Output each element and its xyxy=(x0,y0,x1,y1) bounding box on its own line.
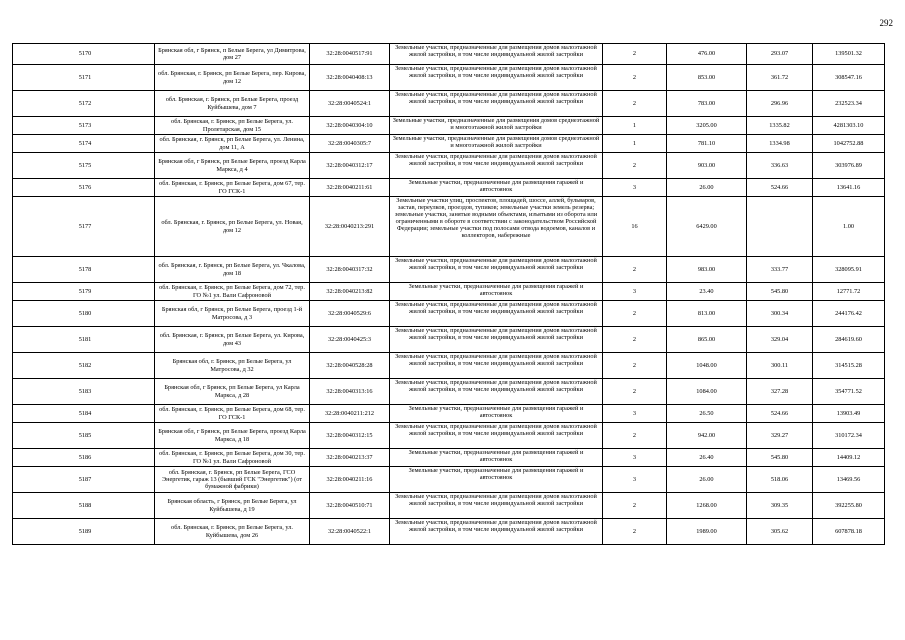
cadastral-number: 32:28:0040528:28 xyxy=(310,353,390,379)
use-group: 2 xyxy=(603,423,667,449)
address-cell: Брянская обл, г Брянск, рп Белые Берега, проезд Карла Маркса, д 4 xyxy=(155,153,310,179)
row-number: 5171 xyxy=(13,65,155,91)
row-number: 5183 xyxy=(13,379,155,405)
address-cell: обл. Брянская, г. Брянск, рп Белые Берега, дом 68, тер. ГО ГСК-1 xyxy=(155,405,310,423)
cadastral-value: 1042752.88 xyxy=(813,135,885,153)
area-value: 23.40 xyxy=(667,283,747,301)
cadastral-number: 32:28:0040213:291 xyxy=(310,197,390,257)
area-value: 476.00 xyxy=(667,44,747,65)
land-use-purpose: Земельные участки, предназначенные для размещения домов малоэтажной жилой застройки, в том числе индивидуальной жилой застройки xyxy=(390,91,603,117)
row-number: 5185 xyxy=(13,423,155,449)
row-number: 5180 xyxy=(13,301,155,327)
row-number: 5187 xyxy=(13,467,155,493)
land-use-purpose: Земельные участки, предназначенные для размещения домов малоэтажной жилой застройки, в том числе индивидуальной жилой застройки xyxy=(390,301,603,327)
address-cell: обл. Брянская, г. Брянск, рп Белые Берега, ул. Пролетарская, дом 15 xyxy=(155,117,310,135)
area-value: 942.00 xyxy=(667,423,747,449)
area-value: 983.00 xyxy=(667,257,747,283)
cadastral-value: 13641.16 xyxy=(813,179,885,197)
area-value: 6429.00 xyxy=(667,197,747,257)
table-row xyxy=(13,423,885,449)
land-use-purpose: Земельные участки, предназначенные для размещения гаражей и автостоянок xyxy=(390,179,603,197)
cadastral-value: 392255.80 xyxy=(813,493,885,519)
use-group: 2 xyxy=(603,493,667,519)
specific-value: 333.77 xyxy=(747,257,813,283)
area-value: 903.00 xyxy=(667,153,747,179)
table-row xyxy=(13,197,885,257)
address-cell: Брянская область, г Брянск, рп Белые Берега, ул Куйбышева, д 19 xyxy=(155,493,310,519)
row-number: 5181 xyxy=(13,327,155,353)
use-group: 2 xyxy=(603,327,667,353)
cadastral-number: 32:28:0040312:15 xyxy=(310,423,390,449)
table-row xyxy=(13,405,885,423)
address-cell: Брянская обл, г Брянск, рп Белые Берега, проезд 1-й Матросова, д 3 xyxy=(155,301,310,327)
table-row xyxy=(13,449,885,467)
specific-value: 300.34 xyxy=(747,301,813,327)
cadastral-value: 14409.12 xyxy=(813,449,885,467)
address-cell: обл. Брянская, г. Брянск, рп Белые Берега, ул. Новая, дом 12 xyxy=(155,197,310,257)
row-number: 5175 xyxy=(13,153,155,179)
area-value: 853.00 xyxy=(667,65,747,91)
cadastral-number: 32:28:0040529:6 xyxy=(310,301,390,327)
table-row xyxy=(13,353,885,379)
specific-value: 329.04 xyxy=(747,327,813,353)
use-group: 3 xyxy=(603,283,667,301)
address-cell: Брянская обл, г Брянск, п Белые Берега, ул Димитрова, дом 27 xyxy=(155,44,310,65)
area-value: 26.50 xyxy=(667,405,747,423)
cadastral-number: 32:28:0040305:7 xyxy=(310,135,390,153)
table-row xyxy=(13,135,885,153)
use-group: 2 xyxy=(603,91,667,117)
land-use-purpose: Земельные участки, предназначенные для размещения домов малоэтажной жилой застройки, в том числе индивидуальной жилой застройки xyxy=(390,519,603,545)
cadastral-number: 32:28:0040408:13 xyxy=(310,65,390,91)
cadastral-value: 12771.72 xyxy=(813,283,885,301)
land-use-purpose: Земельные участки улиц, проспектов, площадей, шоссе, аллей, бульваров, застав, переулков, проездов, тупиков; земельные участки земель резерва; земельные участки, занятые водными объектами, изъятыми из оборота или ограниченными в обороте в соответствии с законодательством Российской Федерации; земельные участки под полосами отвода водоемов, каналов и коллекторов, набережные xyxy=(390,197,603,257)
address-cell: обл. Брянская, г. Брянск, рп Белые Берега, проезд Куйбышева, дом 7 xyxy=(155,91,310,117)
table-row xyxy=(13,327,885,353)
row-number: 5186 xyxy=(13,449,155,467)
address-cell: обл. Брянская, г. Брянск, рп Белые Берега, дом 30, тер. ГО №1 ул. Вали Сафроновой xyxy=(155,449,310,467)
address-cell: обл. Брянская, г. Брянск, рп Белые Берега, дом 67, тер. ГО ГСК-1 xyxy=(155,179,310,197)
table-row xyxy=(13,117,885,135)
area-value: 26.40 xyxy=(667,449,747,467)
cadastral-number: 32:28:0040510:71 xyxy=(310,493,390,519)
address-cell: обл. Брянская, г. Брянск, рп Белые Берега, ул. Ленина, дом 11, А xyxy=(155,135,310,153)
land-use-purpose: Земельные участки, предназначенные для размещения домов среднеэтажной и многоэтажной жилой застройки xyxy=(390,135,603,153)
use-group: 16 xyxy=(603,197,667,257)
use-group: 3 xyxy=(603,467,667,493)
specific-value: 327.28 xyxy=(747,379,813,405)
table-row xyxy=(13,153,885,179)
register-table xyxy=(12,43,885,545)
land-use-purpose: Земельные участки, предназначенные для размещения гаражей и автостоянок xyxy=(390,467,603,493)
row-number: 5174 xyxy=(13,135,155,153)
address-cell: Брянская обл, г Брянск, рп Белые Берега, ул Карла Маркса, д 28 xyxy=(155,379,310,405)
cadastral-number: 32:28:0040517:91 xyxy=(310,44,390,65)
cadastral-value: 244176.42 xyxy=(813,301,885,327)
land-use-purpose: Земельные участки, предназначенные для размещения домов среднеэтажной и многоэтажной жилой застройки xyxy=(390,117,603,135)
specific-value: 329.27 xyxy=(747,423,813,449)
specific-value: 361.72 xyxy=(747,65,813,91)
address-cell: обл. Брянская, г. Брянск, рп Белые Берега, ул. Куйбышева, дом 26 xyxy=(155,519,310,545)
address-cell: обл. Брянская, г. Брянск, рп Белые Берега, ГСО Энергетик, гараж 13 (бывший ГСК "Энергетик") (от бумажной фабрики) xyxy=(155,467,310,493)
specific-value: 305.62 xyxy=(747,519,813,545)
row-number: 5189 xyxy=(13,519,155,545)
register-body xyxy=(13,44,885,545)
area-value: 26.00 xyxy=(667,467,747,493)
area-value: 3205.00 xyxy=(667,117,747,135)
use-group: 1 xyxy=(603,135,667,153)
cadastral-number: 32:28:0040211:212 xyxy=(310,405,390,423)
use-group: 2 xyxy=(603,153,667,179)
table-row xyxy=(13,179,885,197)
specific-value: 545.80 xyxy=(747,283,813,301)
specific-value: 293.07 xyxy=(747,44,813,65)
use-group: 3 xyxy=(603,179,667,197)
land-use-purpose: Земельные участки, предназначенные для размещения домов малоэтажной жилой застройки, в том числе индивидуальной жилой застройки xyxy=(390,257,603,283)
area-value: 1084.00 xyxy=(667,379,747,405)
table-row xyxy=(13,44,885,65)
row-number: 5177 xyxy=(13,197,155,257)
address-cell: обл. Брянская, г. Брянск, рп Белые Берега, ул. Кирова, дом 43 xyxy=(155,327,310,353)
area-value: 783.00 xyxy=(667,91,747,117)
specific-value: 309.35 xyxy=(747,493,813,519)
cadastral-number: 32:28:0040211:61 xyxy=(310,179,390,197)
specific-value: 524.66 xyxy=(747,179,813,197)
specific-value: 336.63 xyxy=(747,153,813,179)
land-use-purpose: Земельные участки, предназначенные для размещения домов малоэтажной жилой застройки, в том числе индивидуальной жилой застройки xyxy=(390,65,603,91)
row-number: 5172 xyxy=(13,91,155,117)
address-cell: Брянская обл, г. Брянск, рп Белые Берега, ул Матросова, д 32 xyxy=(155,353,310,379)
cadastral-value: 310172.34 xyxy=(813,423,885,449)
table-row xyxy=(13,519,885,545)
address-cell: обл. Брянская, г. Брянск, рп Белые Берега, пер. Кирова, дом 12 xyxy=(155,65,310,91)
row-number: 5188 xyxy=(13,493,155,519)
use-group: 2 xyxy=(603,257,667,283)
table-row xyxy=(13,467,885,493)
use-group: 1 xyxy=(603,117,667,135)
specific-value: 545.80 xyxy=(747,449,813,467)
cadastral-value: 308547.16 xyxy=(813,65,885,91)
table-row xyxy=(13,493,885,519)
page-number: 292 xyxy=(879,18,893,28)
area-value: 865.00 xyxy=(667,327,747,353)
row-number: 5176 xyxy=(13,179,155,197)
cadastral-value: 232523.34 xyxy=(813,91,885,117)
cadastral-number: 32:28:0040425:3 xyxy=(310,327,390,353)
use-group: 2 xyxy=(603,353,667,379)
specific-value: 1334.98 xyxy=(747,135,813,153)
cadastral-value: 314515.28 xyxy=(813,353,885,379)
row-number: 5182 xyxy=(13,353,155,379)
use-group: 2 xyxy=(603,379,667,405)
table-row xyxy=(13,91,885,117)
cadastral-value: 13903.49 xyxy=(813,405,885,423)
specific-value: 296.96 xyxy=(747,91,813,117)
area-value: 1989.00 xyxy=(667,519,747,545)
cadastral-number: 32:28:0040211:16 xyxy=(310,467,390,493)
land-use-purpose: Земельные участки, предназначенные для размещения гаражей и автостоянок xyxy=(390,405,603,423)
address-cell: Брянская обл, г Брянск, рп Белые Берега, проезд Карла Маркса, д 18 xyxy=(155,423,310,449)
cadastral-value: 284619.60 xyxy=(813,327,885,353)
row-number: 5178 xyxy=(13,257,155,283)
cadastral-number: 32:28:0040524:1 xyxy=(310,91,390,117)
land-use-purpose: Земельные участки, предназначенные для размещения домов малоэтажной жилой застройки, в том числе индивидуальной жилой застройки xyxy=(390,327,603,353)
use-group: 3 xyxy=(603,449,667,467)
land-use-purpose: Земельные участки, предназначенные для размещения домов малоэтажной жилой застройки, в том числе индивидуальной жилой застройки xyxy=(390,44,603,65)
area-value: 26.00 xyxy=(667,179,747,197)
land-use-purpose: Земельные участки, предназначенные для размещения домов малоэтажной жилой застройки, в том числе индивидуальной жилой застройки xyxy=(390,353,603,379)
table-row xyxy=(13,379,885,405)
row-number: 5173 xyxy=(13,117,155,135)
address-cell: обл. Брянская, г. Брянск, рп Белые Берега, ул. Чкалова, дом 18 xyxy=(155,257,310,283)
cadastral-number: 32:28:0040313:16 xyxy=(310,379,390,405)
table-row xyxy=(13,301,885,327)
specific-value: 518.06 xyxy=(747,467,813,493)
cadastral-value: 139501.32 xyxy=(813,44,885,65)
area-value: 781.10 xyxy=(667,135,747,153)
cadastral-number: 32:28:0040522:1 xyxy=(310,519,390,545)
table-row xyxy=(13,65,885,91)
cadastral-number: 32:28:0040304:10 xyxy=(310,117,390,135)
cadastral-value: 354771.52 xyxy=(813,379,885,405)
use-group: 2 xyxy=(603,44,667,65)
specific-value: 1335.82 xyxy=(747,117,813,135)
cadastral-number: 32:28:0040213:82 xyxy=(310,283,390,301)
cadastral-number: 32:28:0040317:32 xyxy=(310,257,390,283)
use-group: 2 xyxy=(603,519,667,545)
table-row xyxy=(13,283,885,301)
area-value: 813.00 xyxy=(667,301,747,327)
land-use-purpose: Земельные участки, предназначенные для размещения домов малоэтажной жилой застройки, в том числе индивидуальной жилой застройки xyxy=(390,493,603,519)
row-number: 5184 xyxy=(13,405,155,423)
cadastral-value: 328095.91 xyxy=(813,257,885,283)
cadastral-number: 32:28:0040312:17 xyxy=(310,153,390,179)
cadastral-value: 4281303.10 xyxy=(813,117,885,135)
specific-value xyxy=(747,197,813,257)
row-number: 5170 xyxy=(13,44,155,65)
cadastral-value: 1.00 xyxy=(813,197,885,257)
specific-value: 524.66 xyxy=(747,405,813,423)
land-use-purpose: Земельные участки, предназначенные для размещения домов малоэтажной жилой застройки, в том числе индивидуальной жилой застройки xyxy=(390,153,603,179)
specific-value: 300.11 xyxy=(747,353,813,379)
cadastral-value: 13469.56 xyxy=(813,467,885,493)
use-group: 2 xyxy=(603,65,667,91)
address-cell: обл. Брянская, г. Брянск, рп Белые Берега, дом 72, тер. ГО №1 ул. Вали Сафроновой xyxy=(155,283,310,301)
cadastral-value: 303976.89 xyxy=(813,153,885,179)
use-group: 3 xyxy=(603,405,667,423)
area-value: 1048.00 xyxy=(667,353,747,379)
land-use-purpose: Земельные участки, предназначенные для размещения гаражей и автостоянок xyxy=(390,449,603,467)
row-number: 5179 xyxy=(13,283,155,301)
cadastral-number: 32:28:0040213:37 xyxy=(310,449,390,467)
table-row xyxy=(13,257,885,283)
cadastral-value: 607878.18 xyxy=(813,519,885,545)
area-value: 1268.00 xyxy=(667,493,747,519)
land-use-purpose: Земельные участки, предназначенные для размещения гаражей и автостоянок xyxy=(390,283,603,301)
land-use-purpose: Земельные участки, предназначенные для размещения домов малоэтажной жилой застройки, в том числе индивидуальной жилой застройки xyxy=(390,379,603,405)
use-group: 2 xyxy=(603,301,667,327)
land-use-purpose: Земельные участки, предназначенные для размещения домов малоэтажной жилой застройки, в том числе индивидуальной жилой застройки xyxy=(390,423,603,449)
